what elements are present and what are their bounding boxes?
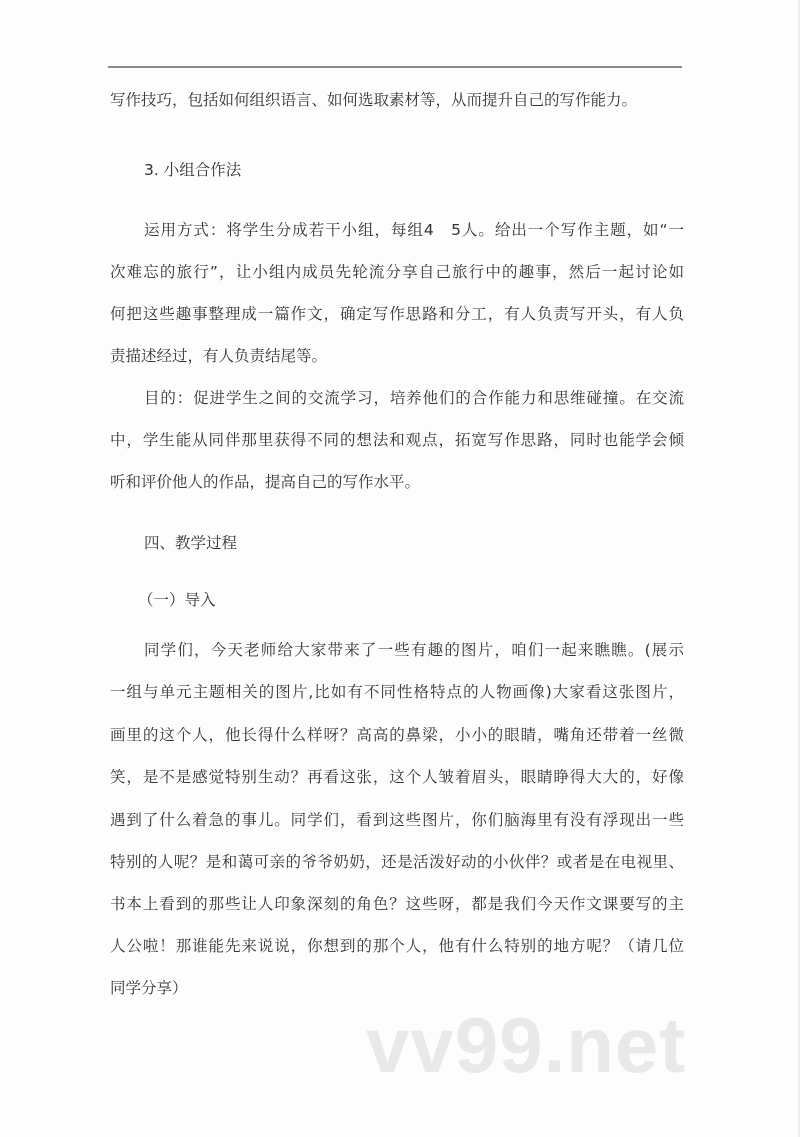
subsection-heading: （一）导入 <box>138 591 216 609</box>
paragraph-line: 画里的这个人，他长得什么样呀？高高的鼻梁，小小的眼睛，嘴角还带着一丝微 <box>110 726 684 744</box>
paragraph-line: 同学分享） <box>110 979 188 997</box>
paragraph-line: 听和评价他人的作品，提高自己的写作水平。 <box>110 473 421 491</box>
paragraph-line: 中，学生能从同伴那里获得不同的想法和观点，拓宽写作思路，同时也能学会倾 <box>110 431 684 449</box>
paragraph-line: 一组与单元主题相关的图片,比如有不同性格特点的人物画像)大家看这张图片， <box>110 683 684 701</box>
section-heading: 四、教学过程 <box>144 534 238 552</box>
paragraph-line: 运用方式：将学生分成若干小组，每组4 5人。给出一个写作主题，如“一 <box>144 221 684 239</box>
paragraph-line: 特别的人呢？是和蔼可亲的爷爷奶奶，还是活泼好动的小伙伴？或者是在电视里、 <box>110 853 684 871</box>
header-rule <box>108 66 682 68</box>
paragraph-line: 遇到了什么着急的事儿。同学们，看到这些图片，你们脑海里有没有浮现出一些 <box>110 811 684 829</box>
paragraph-line: 何把这些趣事整理成一篇作文，确定写作思路和分工，有人负责写开头，有人负 <box>110 305 684 323</box>
watermark: vv99.net <box>366 1001 687 1089</box>
paragraph-line: 目的：促进学生之间的交流学习，培养他们的合作能力和思维碰撞。在交流 <box>144 389 684 407</box>
paragraph-line: 人公啦！那谁能先来说说，你想到的那个人，他有什么特别的地方呢？（请几位 <box>110 937 684 955</box>
paragraph-line: 同学们，今天老师给大家带来了一些有趣的图片，咱们一起来瞧瞧。(展示 <box>144 641 684 659</box>
paragraph-line: 写作技巧，包括如何组织语言、如何选取素材等，从而提升自己的写作能力。 <box>110 91 638 109</box>
section-heading: 3. 小组合作法 <box>144 161 242 179</box>
paragraph-line: 书本上看到的那些让人印象深刻的角色？这些呀，都是我们今天作文课要写的主 <box>110 895 684 913</box>
paragraph-line: 笑，是不是感觉特别生动？再看这张，这个人皱着眉头，眼睛睁得大大的，好像 <box>110 768 684 786</box>
paragraph-line: 次难忘的旅行”，让小组内成员先轮流分享自己旅行中的趣事，然后一起讨论如 <box>110 263 684 281</box>
paragraph-line: 责描述经过，有人负责结尾等。 <box>110 347 328 365</box>
